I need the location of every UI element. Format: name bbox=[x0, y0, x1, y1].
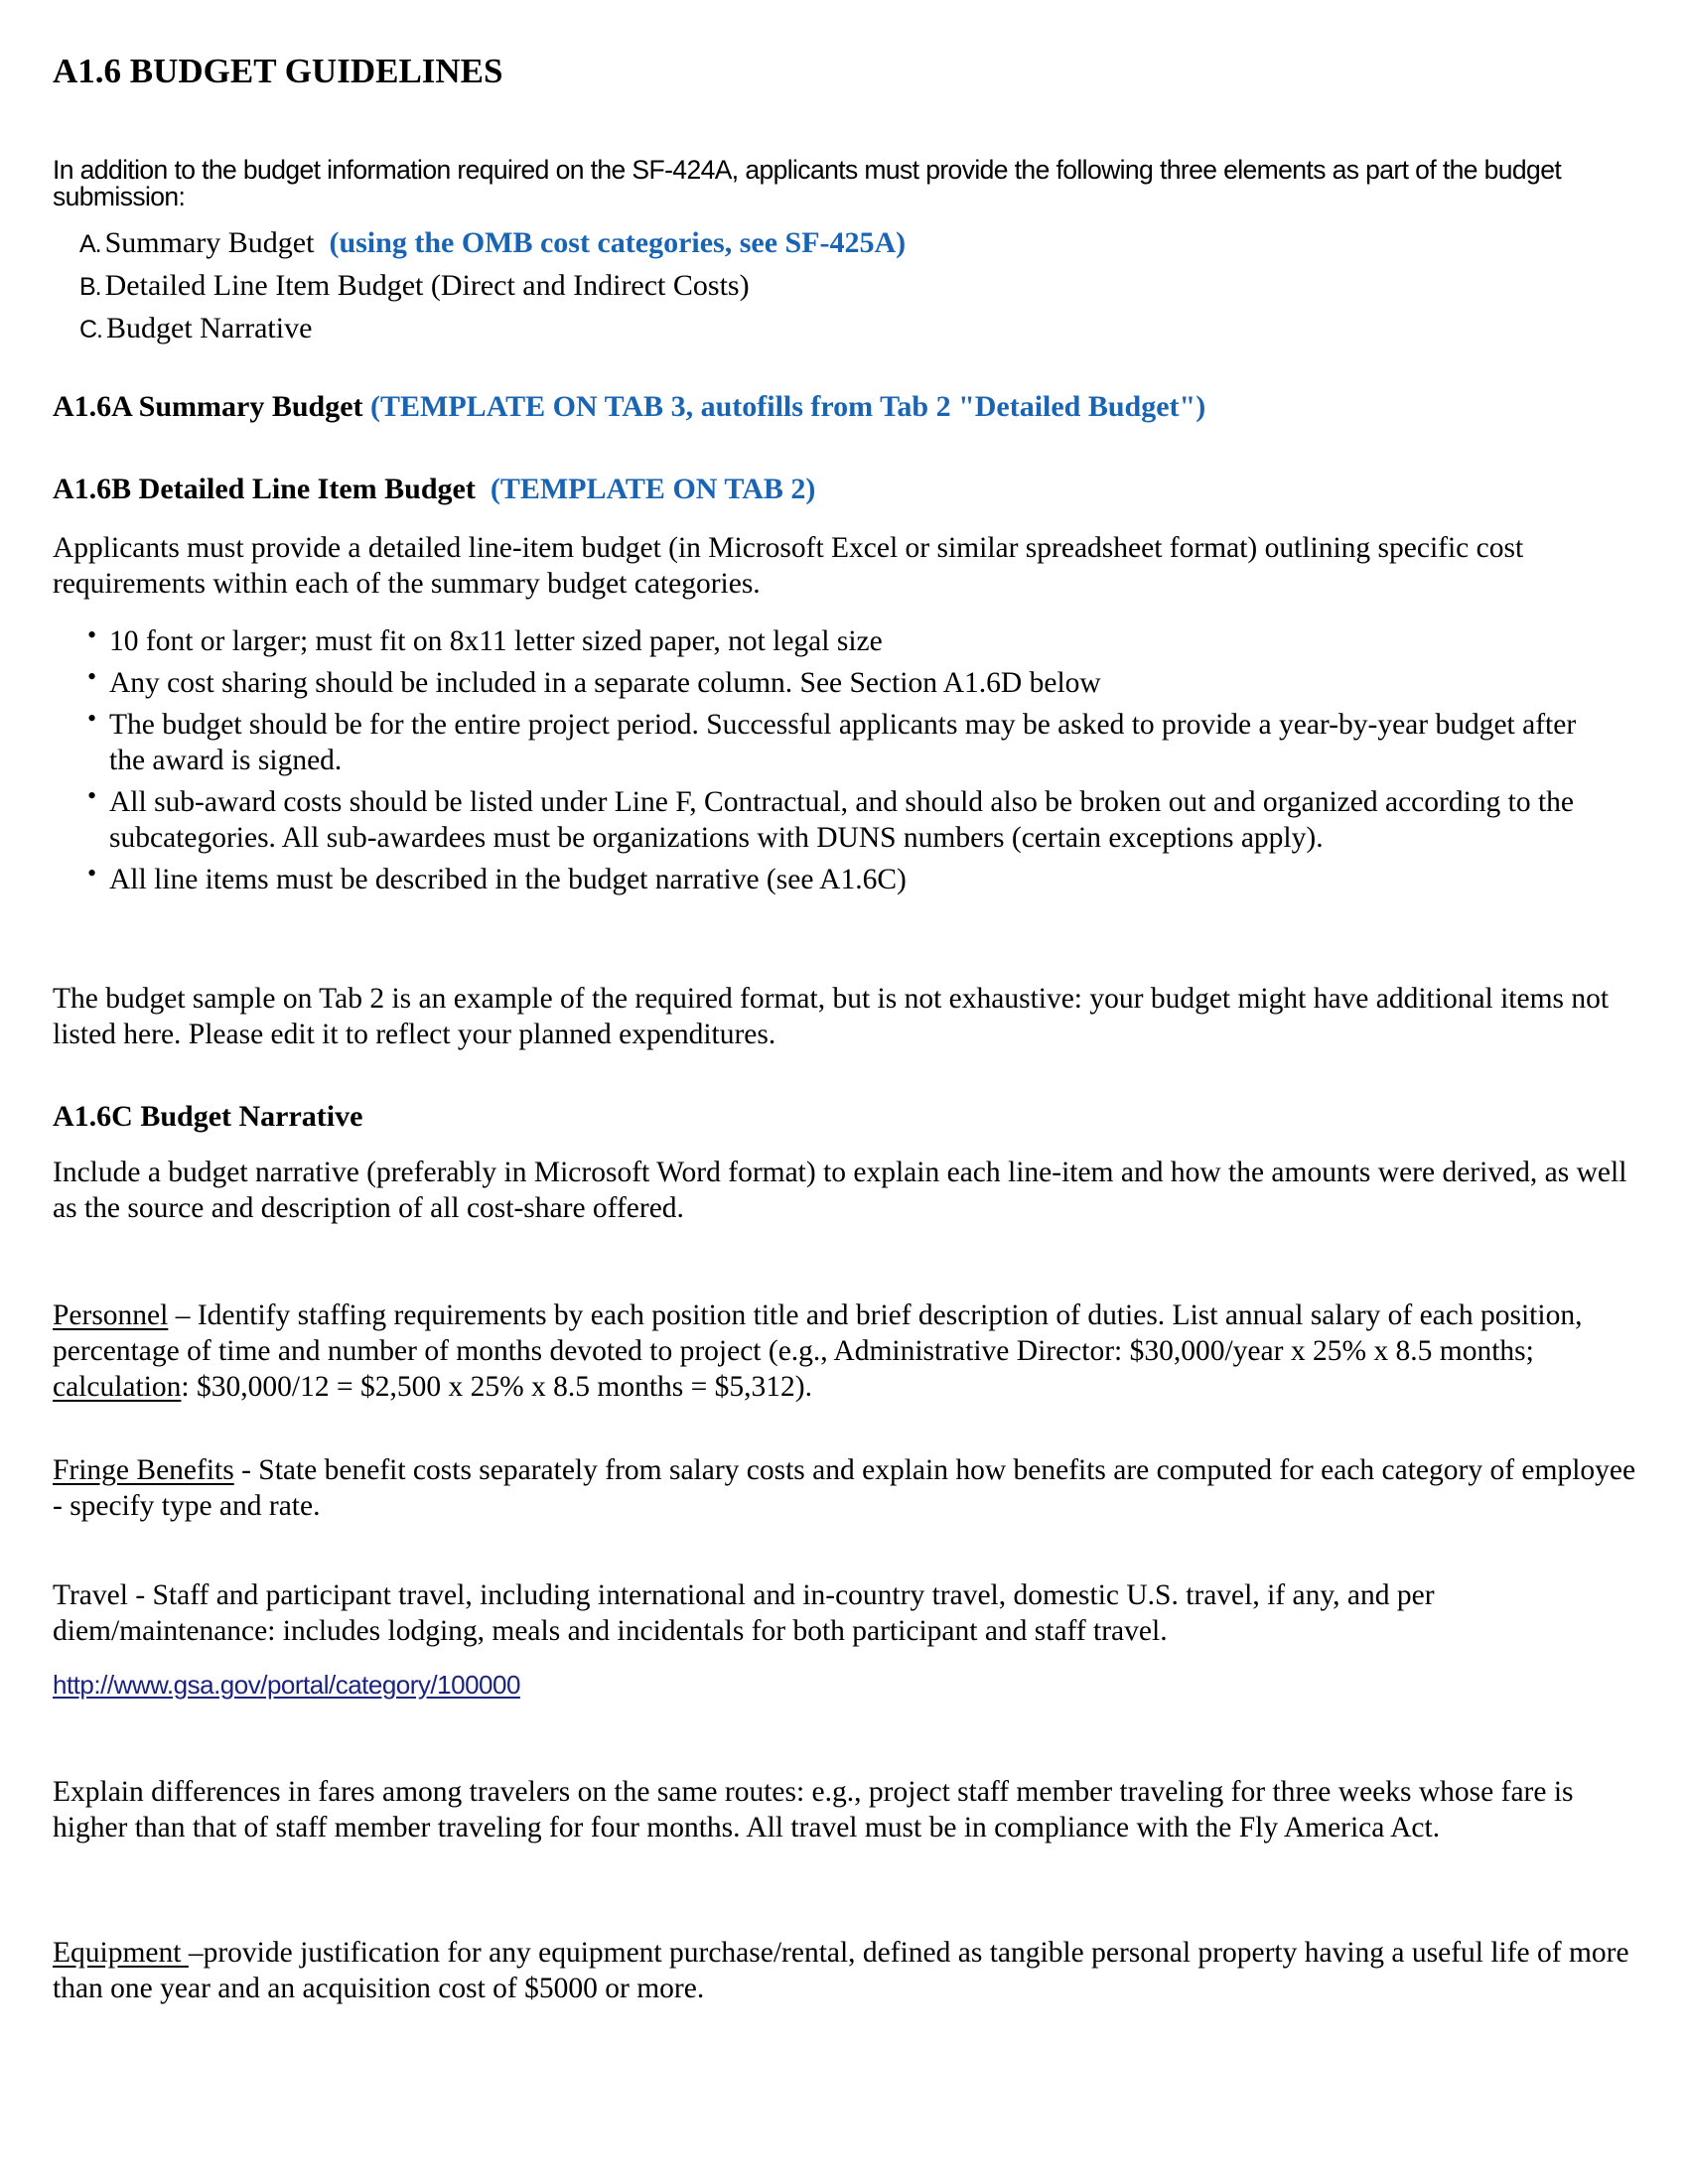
bullet-icon: • bbox=[87, 620, 97, 649]
element-label: Detailed Line Item Budget (Direct and Indirect Costs) bbox=[104, 269, 750, 302]
fringe-label: Fringe Benefits bbox=[53, 1454, 234, 1486]
bullet-icon: • bbox=[87, 859, 97, 887]
section-c-body: Include a budget narrative (preferably in Microsoft Word format) to explain each line-item and how the amounts were derived, as well as the source and description of all cost-share offered. bbox=[53, 1157, 1627, 1224]
element-letter: C. bbox=[79, 316, 102, 343]
bullet-icon: • bbox=[87, 704, 97, 733]
budget-sample-note: The budget sample on Tab 2 is an example of the required format, but is not exhaustive: your budget might have additional items not listed here. Please edit it to reflect your planned expenditures. bbox=[53, 983, 1610, 1050]
calculation-label: calculation bbox=[53, 1371, 182, 1403]
element-a bbox=[79, 222, 906, 265]
bullet-item bbox=[87, 620, 1597, 659]
equipment-text: –provide justification for any equipment purchase/rental, defined as tangible personal property having a useful life of more than one year and an acquisition cost of $5000 or more. bbox=[53, 1937, 1629, 2004]
section-a-heading bbox=[53, 390, 1205, 424]
section-b-bullets bbox=[87, 620, 1597, 903]
personnel-calc-text: : $30,000/12 = $2,500 x 25% x 8.5 months = $5,312). bbox=[181, 1371, 812, 1403]
bullet-item bbox=[87, 704, 1597, 778]
section-b-title: A1.6B Detailed Line Item Budget bbox=[53, 473, 476, 505]
bullet-item bbox=[87, 859, 1597, 897]
element-b bbox=[79, 265, 906, 308]
bullet-text: The budget should be for the entire project period. Successful applicants may be asked to provide a year-by-year budget after the award is signed. bbox=[109, 709, 1577, 776]
bullet-icon: • bbox=[87, 662, 97, 691]
bullet-text: 10 font or larger; must fit on 8x11 letter sized paper, not legal size bbox=[109, 625, 883, 657]
bullet-item bbox=[87, 781, 1597, 856]
element-label: Budget Narrative bbox=[106, 312, 313, 344]
element-c bbox=[79, 308, 906, 350]
section-a-title: A1.6A Summary Budget bbox=[53, 390, 363, 423]
bullet-text: All line items must be described in the budget narrative (see A1.6C) bbox=[109, 864, 907, 895]
element-label: Summary Budget bbox=[104, 226, 315, 259]
intro-paragraph: In addition to the budget information required on the SF-424A, applicants must provide the following three elements as part of the budget submission: bbox=[53, 155, 1562, 211]
gsa-link[interactable]: http://www.gsa.gov/portal/category/100000 bbox=[53, 1670, 520, 1700]
section-b-note: (TEMPLATE ON TAB 2) bbox=[490, 473, 816, 505]
page-title: A1.6 BUDGET GUIDELINES bbox=[53, 52, 503, 90]
section-b-body: Applicants must provide a detailed line-item budget (in Microsoft Excel or similar spreadsheet format) outlining specific cost requirements within each of the summary budget categories. bbox=[53, 532, 1524, 600]
element-letter: B. bbox=[79, 273, 101, 301]
bullet-icon: • bbox=[87, 781, 97, 810]
element-letter: A. bbox=[79, 230, 101, 258]
fringe-text: - State benefit costs separately from salary costs and explain how benefits are computed for each category of employee - specify type and rate. bbox=[53, 1454, 1636, 1522]
required-elements-list bbox=[79, 222, 906, 350]
travel-paragraph: Travel - Staff and participant travel, including international and in-country travel, domestic U.S. travel, if any, and per diem/maintenance: includes lodging, meals and incidentals for both participant and staff travel. bbox=[53, 1579, 1435, 1647]
section-a-note: (TEMPLATE ON TAB 3, autofills from Tab 2 "Detailed Budget") bbox=[370, 390, 1206, 423]
fringe-paragraph bbox=[53, 1452, 1641, 1524]
element-note: (using the OMB cost categories, see SF-425A) bbox=[329, 226, 907, 259]
equipment-label: Equipment bbox=[53, 1937, 189, 1969]
bullet-item bbox=[87, 662, 1597, 701]
personnel-label: Personnel bbox=[53, 1299, 169, 1331]
personnel-paragraph bbox=[53, 1297, 1641, 1405]
equipment-paragraph bbox=[53, 1935, 1641, 2006]
section-b-heading bbox=[53, 473, 815, 506]
fares-paragraph: Explain differences in fares among travelers on the same routes: e.g., project staff member traveling for three weeks whose fare is higher than that of staff member traveling for four months. All travel must be in compliance with the Fly America Act. bbox=[53, 1776, 1574, 1843]
section-c-heading: A1.6C Budget Narrative bbox=[53, 1100, 363, 1133]
personnel-text: – Identify staffing requirements by each position title and brief description of duties. List annual salary of each position, percentage of time and number of months devoted to project (e.g., Administrative Director: $30,000/year x 25% x 8.5 months; bbox=[53, 1299, 1583, 1367]
bullet-text: Any cost sharing should be included in a separate column. See Section A1.6D below bbox=[109, 667, 1101, 699]
bullet-text: All sub-award costs should be listed under Line F, Contractual, and should also be broken out and organized according to the subcategories. All sub-awardees must be organizations with DUNS numbers (certain exceptions apply). bbox=[109, 786, 1575, 854]
